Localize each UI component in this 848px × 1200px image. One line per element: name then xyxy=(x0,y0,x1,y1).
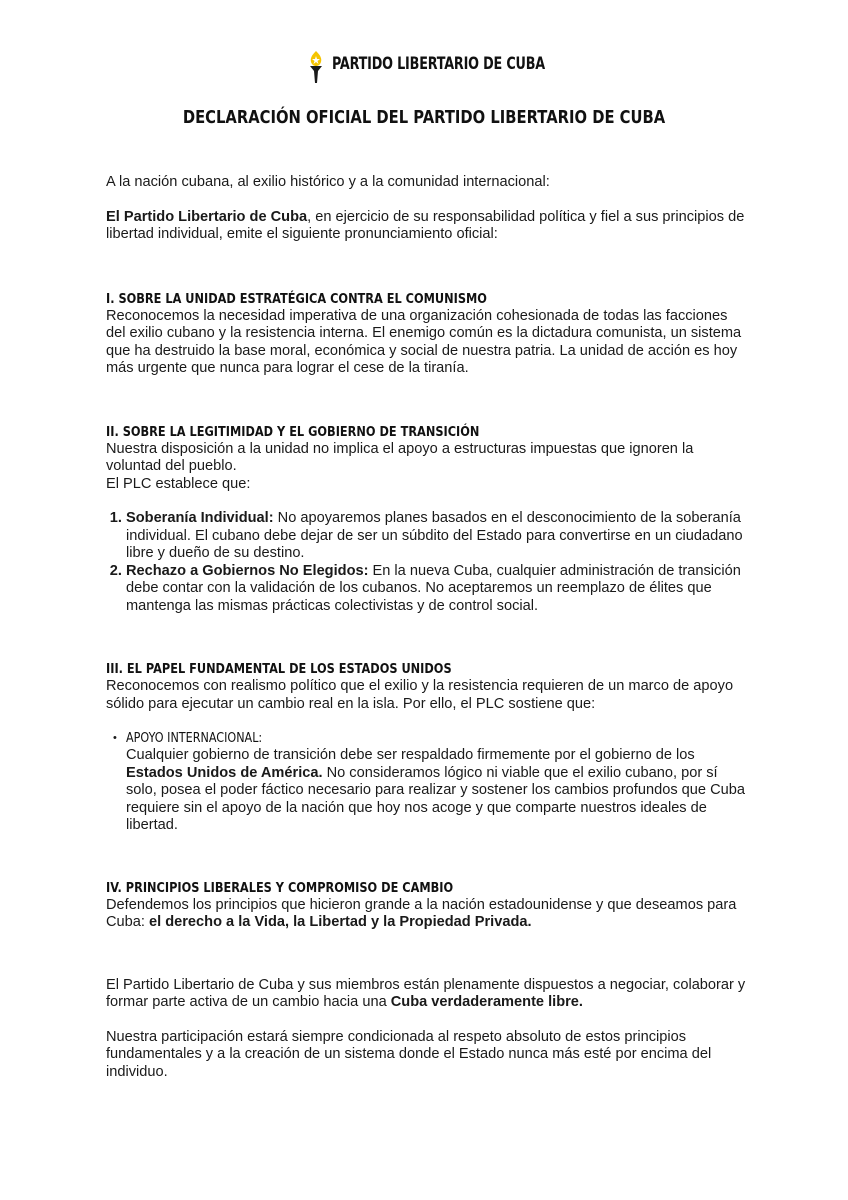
intro-bold: El Partido Libertario de Cuba xyxy=(106,208,308,225)
bullet-text xyxy=(126,747,746,835)
intro-text: , en ejercicio de su responsabilidad política y fiel a sus principios de libertad individual, emite el siguiente pronunciamiento oficial: xyxy=(106,208,745,242)
section-2-body: Nuestra disposición a la unidad no implica el apoyo a estructuras impuestas que ignoren la voluntad del pueblo. xyxy=(106,440,694,474)
list-item-text: No apoyaremos planes basados en el desconocimiento de la soberanía individual. El cubano debe dejar de ser un súbdito del Estado para convertirse en un ciudadano libre y dueño de su destino. xyxy=(126,510,743,561)
section-1 xyxy=(106,291,746,378)
section-4-text: Defendemos los principios que hicieron grande a la nación estadounidense y que deseamos para Cuba: xyxy=(106,896,737,930)
document-header xyxy=(0,46,848,86)
section-1-body: Reconocemos la necesidad imperativa de una organización cohesionada de todas las facciones del exilio cubano y la resistencia interna. El enemigo común es la dictadura comunista, un sistema que ha destruido la base moral, económica y social de nuestra patria. La unidad de acción es hoy más urgente que nunca para lograr el cese de la tiranía. xyxy=(106,307,742,376)
intro-paragraph xyxy=(106,209,746,244)
section-2 xyxy=(106,424,746,616)
closing-text: El Partido Libertario de Cuba y sus miembros están plenamente dispuestos a negociar, colaborar y formar parte activa de un cambio hacia una xyxy=(106,976,746,1010)
section-4-bold: el derecho a la Vida, la Libertad y la Propiedad Privada. xyxy=(149,914,532,930)
section-2-list xyxy=(106,510,746,615)
bullet-text-pre: Cualquier gobierno de transición debe ser respaldado firmemente por el gobierno de los xyxy=(126,747,695,763)
section-2-body-2: El PLC establece que: xyxy=(106,475,251,492)
section-3-body: Reconocemos con realismo político que el exilio y la resistencia requieren de un marco de apoyo sólido para ejecutar un cambio real en la isla. Por ello, el PLC sostiene que: xyxy=(106,678,734,712)
section-1-heading: I. SOBRE LA UNIDAD ESTRATÉGICA CONTRA EL COMUNISMO xyxy=(106,290,487,307)
list-item-label: Rechazo a Gobiernos No Elegidos: xyxy=(126,562,369,579)
closing-bold: Cuba verdaderamente libre. xyxy=(390,994,583,1010)
salutation: A la nación cubana, al exilio histórico y a la comunidad internacional: xyxy=(106,174,550,190)
section-4-body xyxy=(106,897,746,932)
document-body xyxy=(106,174,746,1081)
list-item-label: Soberanía Individual: xyxy=(126,510,274,526)
bullet-text-post: No consideramos lógico ni viable que el exilio cubano, por sí solo, posea el poder fáctico necesario para realizar y sostener los cambios profundos que Cuba requiere sin el apoyo de la nación que hoy nos acoge y que comparte nuestros ideales de libertad. xyxy=(126,764,745,833)
section-4-heading: IV. PRINCIPIOS LIBERALES Y COMPROMISO DE CAMBIO xyxy=(106,879,454,896)
section-3-list xyxy=(106,730,746,835)
bullet-icon: • xyxy=(113,732,117,744)
section-3 xyxy=(106,661,746,835)
list-item xyxy=(113,730,746,835)
bullet-text-bold: Estados Unidos de América. xyxy=(126,764,323,781)
section-4 xyxy=(106,880,746,932)
list-item xyxy=(126,563,746,616)
section-3-heading: III. EL PAPEL FUNDAMENTAL DE LOS ESTADOS UNIDOS xyxy=(106,661,452,677)
list-item xyxy=(126,510,746,563)
closing-paragraph-2: Nuestra participación estará siempre condicionada al respeto absoluto de estos principios fundamentales y a la creación de un sistema donde el Estado nunca más esté por encima del individuo. xyxy=(106,1028,712,1080)
list-item-text: En la nueva Cuba, cualquier administración de transición debe contar con la validación de los cubanos. No aceptaremos un reemplazo de élites que mantenga las mismas prácticas colectivistas y de control social. xyxy=(126,562,741,614)
torch-icon xyxy=(306,50,326,84)
document-title: DECLARACIÓN OFICIAL DEL PARTIDO LIBERTARIO DE CUBA xyxy=(182,107,666,128)
brand-name: PARTIDO LIBERTARIO DE CUBA xyxy=(332,54,545,73)
section-2-heading: II. SOBRE LA LEGITIMIDAD Y EL GOBIERNO DE TRANSICIÓN xyxy=(106,423,480,440)
closing-paragraph-1 xyxy=(106,977,746,1012)
bullet-label: APOYO INTERNACIONAL: xyxy=(126,731,263,746)
